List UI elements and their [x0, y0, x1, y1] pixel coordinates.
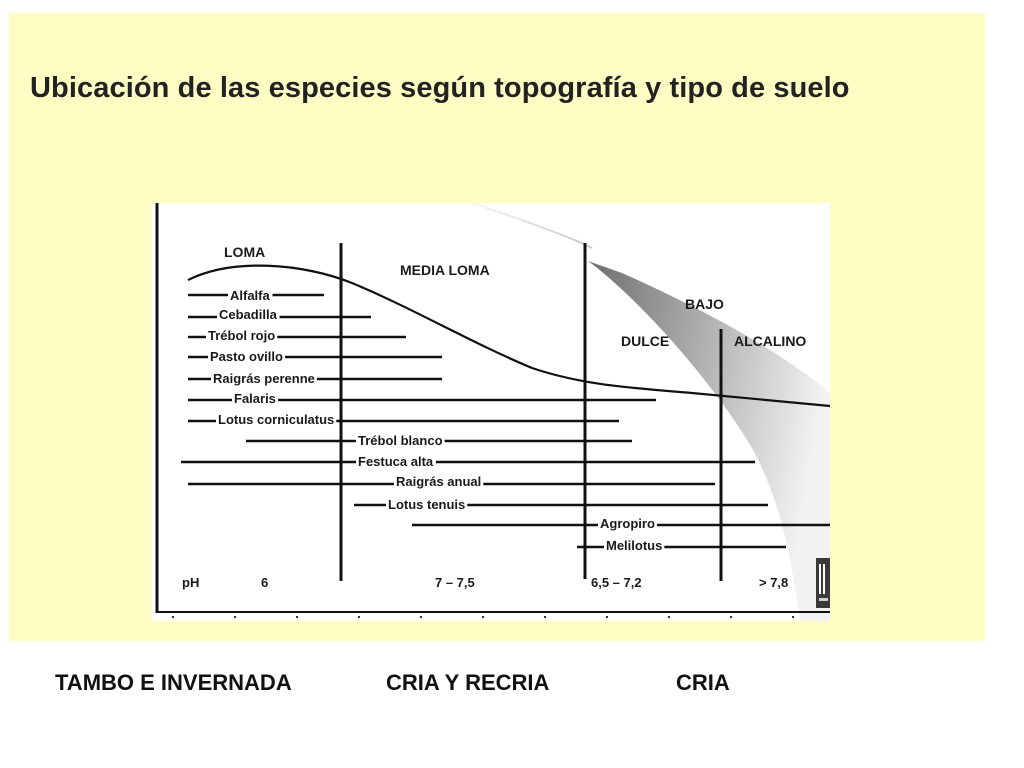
ph-value-media-loma: 7 – 7,5: [435, 575, 475, 590]
species-label-alfalfa: Alfalfa: [230, 288, 270, 303]
species-label-raigras-anual: Raigrás anual: [396, 474, 482, 489]
species-label-falaris: Falaris: [234, 391, 276, 406]
species-label-melilotus: Melilotus: [606, 538, 663, 553]
ph-value-alcalino: > 7,8: [759, 575, 789, 590]
species-label-festuca-alta: Festuca alta: [358, 454, 434, 469]
caption-cria-y-recria: CRIA Y RECRIA: [386, 670, 550, 695]
ph-label: pH: [182, 575, 200, 590]
zone-media-loma-label: MEDIA LOMA: [400, 262, 490, 278]
upper-slope-line: [472, 203, 592, 248]
species-label-cebadilla: Cebadilla: [219, 307, 277, 322]
caption-cria: CRIA: [676, 670, 730, 695]
zone-loma-label: LOMA: [224, 244, 266, 260]
species-topography-diagram: [152, 203, 830, 621]
species-label-lotus-tenuis: Lotus tenuis: [388, 497, 466, 512]
zone-bajo-label: BAJO: [685, 296, 724, 312]
zone-dulce-label: DULCE: [621, 333, 670, 349]
ph-value-dulce: 6,5 – 7,2: [591, 575, 642, 590]
species-label-trebol-rojo: Trébol rojo: [208, 328, 276, 343]
zone-alcalino-label: ALCALINO: [734, 333, 807, 349]
species-label-pasto-ovillo: Pasto ovillo: [210, 349, 283, 364]
ph-value-loma: 6: [261, 575, 269, 590]
slide-title: Ubicación de las especies según topografía y tipo de suelo: [30, 72, 850, 104]
species-label-lotus-corniculatus: Lotus corniculatus: [218, 412, 335, 427]
logo-fragment: [816, 558, 830, 608]
species-label-agropiro: Agropiro: [600, 516, 655, 531]
caption-tambo-e-invernada: TAMBO E INVERNADA: [55, 670, 292, 695]
species-bars: [181, 287, 830, 554]
species-label-raigras-perenne: Raigrás perenne: [213, 371, 315, 386]
species-label-trebol-blanco: Trébol blanco: [358, 433, 443, 448]
